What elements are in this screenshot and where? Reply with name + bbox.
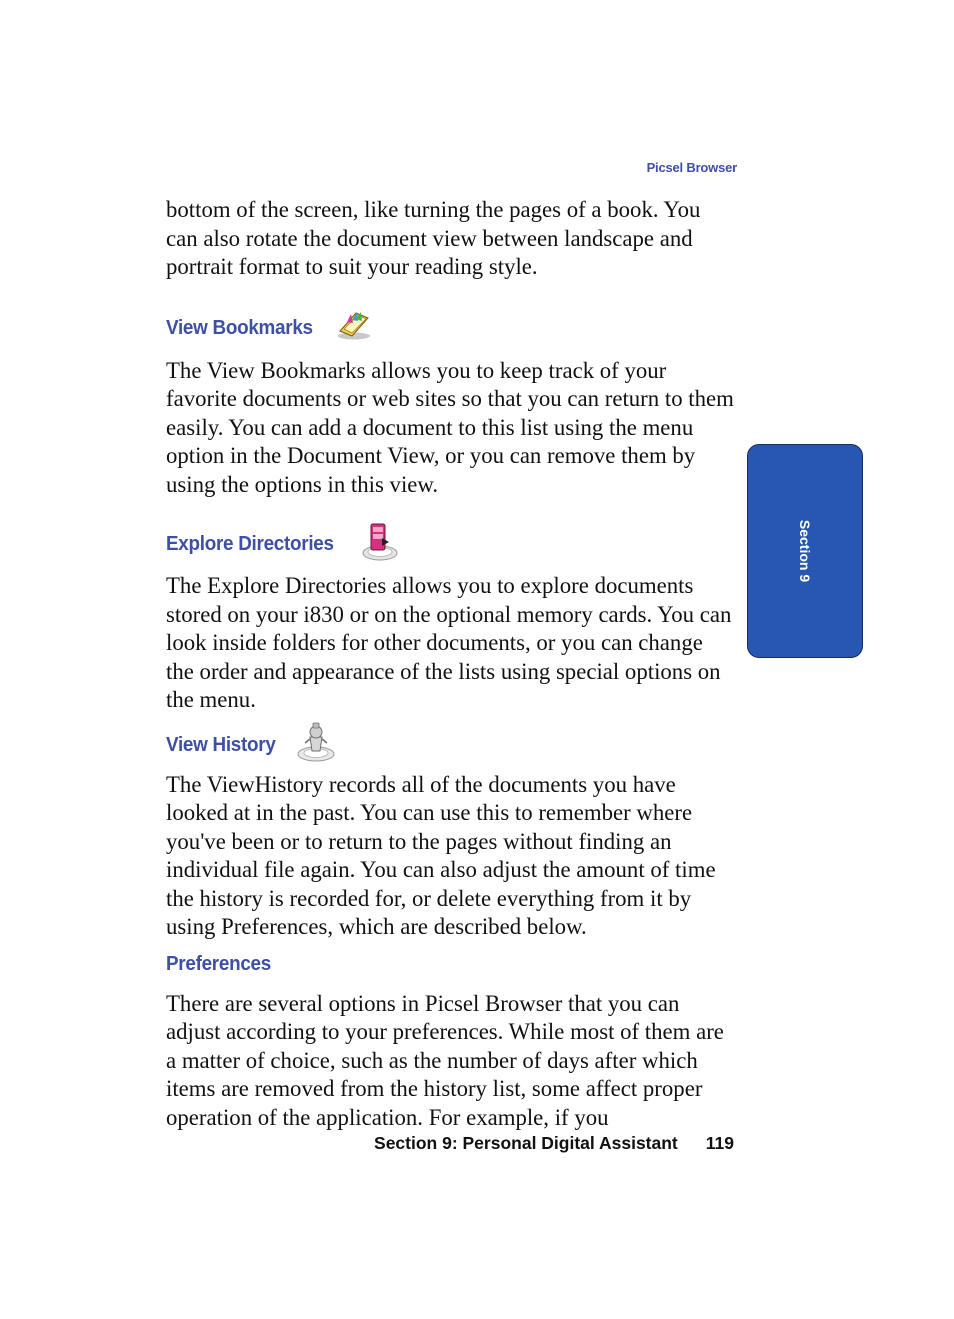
- heading-preferences: [166, 952, 734, 976]
- heading-text: View Bookmarks: [166, 315, 313, 339]
- heading-explore-directories: [166, 520, 734, 568]
- running-head: Picsel Browser: [646, 160, 737, 175]
- history-paragraph: The ViewHistory records all of the documents you have looked at in the past. You can use this to remember where you've been or to return to the pages without finding an individual file again. You can also adjust the amount of time the history is recorded for, or delete everything from it by using Preferences, which are described below.: [166, 771, 716, 939]
- section-tab-label: Section 9: [797, 519, 813, 583]
- directories-icon: [358, 520, 400, 568]
- heading-text: Explore Directories: [166, 532, 334, 555]
- page-number: 119: [705, 1133, 734, 1153]
- section-tab: [747, 444, 863, 658]
- page-footer: [300, 1133, 734, 1154]
- bookmarks-paragraph: The View Bookmarks allows you to keep track of your favorite documents or web sites so that you can return to them easily. You can add a document to this list using the menu option in the Document View, or you can remove them by using the options in this view.: [166, 357, 734, 497]
- bookmarks-icon: [336, 309, 372, 347]
- heading-text: View History: [166, 732, 276, 756]
- directories-paragraph: The Explore Directories allows you to explore documents stored on your i830 or on the optional memory cards. You can look inside folders for other documents, or you can change the order and appearance of the lists using special options on the menu.: [166, 573, 732, 712]
- heading-text: Preferences: [166, 951, 271, 975]
- preferences-paragraph: There are several options in Picsel Browser that you can adjust according to your preferences. While most of them are a matter of choice, such as the number of days after which items are removed from the history list, some affect proper operation of the application. For example, if you: [166, 990, 724, 1130]
- history-icon: [295, 721, 337, 769]
- footer-title: Section 9: Personal Digital Assistant: [374, 1133, 678, 1153]
- heading-view-bookmarks: [166, 309, 734, 347]
- intro-paragraph: bottom of the screen, like turning the pages of a book. You can also rotate the document view between landscape and portrait format to suit your reading style.: [166, 197, 701, 279]
- page-content: [166, 196, 734, 1132]
- heading-view-history: [166, 721, 734, 769]
